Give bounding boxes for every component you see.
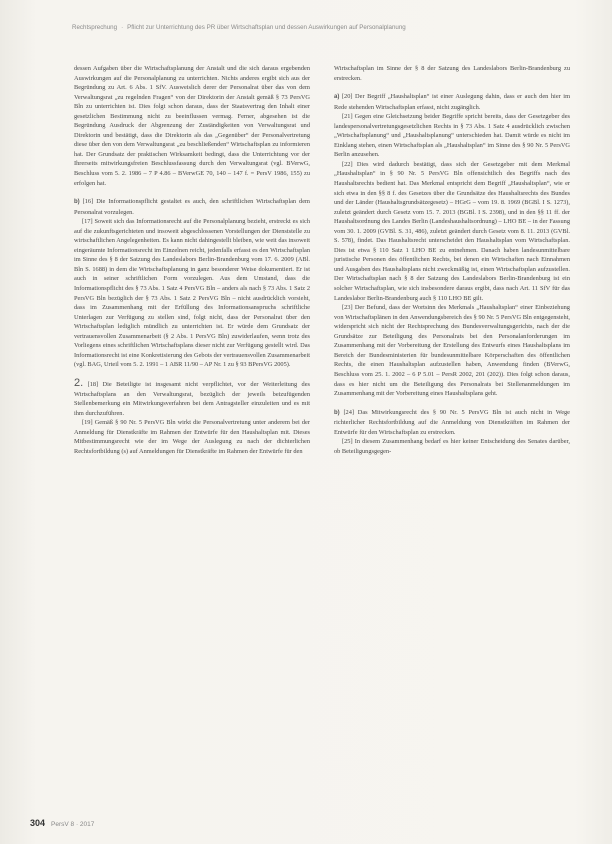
section-marker: b) (334, 409, 340, 416)
paragraph-gap (334, 83, 570, 92)
paragraph-number: [21] (342, 113, 353, 121)
paragraph (74, 197, 310, 217)
paragraph (334, 437, 570, 456)
paragraph (74, 64, 310, 188)
section-marker: a) (334, 94, 340, 101)
left-text-column (74, 64, 310, 456)
paragraph-text: Soweit sich das Informationsrecht auf die Personalplanung bezieht, erstreckt es sich auf die zukunftsgerichteten und insoweit abgeschlossenen Vorstellungen der Dienststelle zu wirtschaftlichen Angelegenheiten. Es kann nicht dahingestellt bleiben, wie weit das insoweit eingeräumte Informationsrecht im Einzelnen reicht, jedenfalls erfasst es den Wirtschaftsplan im Sinne des § 8 der Satzung des Landeslabors Berlin-Brandenburg vom 17. 6. 2009 (ABl. Bln S. 1688) in dem die Wirtschaftsplanung in ganz besonderer Weise dokumentiert. Er ist auch in seiner schriftlichen Form vorzulegen. Aus dem Umstand, dass die Informationspflicht des § 73 Abs. 1 Satz 4 PersVG Bln – anders als nach § 73 Abs. 1 Satz 2 PersVG Bln bezüglich der § 73 Abs. 1 Satz 2 PersVG Bln – nicht ausdrücklich vorsieht, dass im Zusammenhang mit der Erfüllung des Informationsanspruchs schriftliche Unterlagen zur Verfügung zu stellen sind, folgt nicht, dass der Personalrat über den Wirtschaftsplan lediglich mündlich zu unterrichten ist. Er würde dem Grundsatz der vertrauensvollen Zusammenarbeit (§ 2 Abs. 1 PersVG Bln) zuwiderlaufen, wenn trotz des Vorliegens eines schriftlichen Wirtschaftsplans dieser nicht zur Verfügung gestellt wird. Das Informationsrecht ist eine Konkretisierung des Gebots der vertrauensvollen Zusammenarbeit (vgl. BAG, Urteil vom 5. 2. 1991 – 1 ABR 11/90 – AP Nr. 1 zu § 93 BPersVG 2005). (74, 218, 311, 369)
header-title: Pflicht zur Unterrichtung des PR über Wirtschaftsplan und dessen Auswirkungen auf Personalplanung (127, 24, 406, 31)
paragraph-text: Der Begriff „Haushaltsplan“ ist einer Auslegung dahin, dass er auch den hier im Rede stehenden Wirtschaftsplan erfasst, nicht zugänglich. (334, 93, 570, 111)
paragraph (334, 408, 570, 438)
section-marker: 2. (74, 376, 84, 389)
running-header: Rechtsprechung · Pflicht zur Unterrichtung des PR über Wirtschaftsplan und dessen Auswirkungen auf Personalplanung (72, 24, 406, 31)
paragraph (74, 418, 310, 456)
paragraph-text: Gegen eine Gleichsetzung beider Begriffe spricht bereits, dass der Gesetzgeber des landespersonalvertretungsgesetzlichen Rechts in § 73 Abs. 1 Satz 4 ausdrücklich zwischen „Wirtschaftsplanung“ und „Haushaltsplanung“ unterschieden hat. Damit würde es nicht im Einklang stehen, einen Wirtschaftsplan als „Haushaltsplan“ im Sinne des § 90 Nr. 5 PersVG Berlin anzusehen. (334, 113, 570, 159)
paragraph (74, 217, 310, 370)
paragraph-text: Gemäß § 90 Nr. 5 PersVG Bln wirkt die Personalvertretung unter anderem bei der Anmeldung für Dienstkräfte im Rahmen der Entwürfe für den Haushaltsplan mit. Dieses Mitbestimmungsrecht wie der im Wege der Auslegung zu nach der dichterlichen Rechtsfortbildung (s) auf Anmeldungen für Dienstkräfte im Rahmen der Entwürfe für den (74, 419, 310, 455)
paragraph-text: Das Mitwirkungsrecht des § 90 Nr. 5 PersVG Bln ist auch nicht in Wege richterlicher Rechtsfortbildung auf die Anmeldung von Dienstkräften im Rahmen der Entwürfe für den Wirtschaftsplan zu erstrecken. (334, 408, 570, 436)
paragraph-text: Wirtschaftsplan im Sinne der § 8 der Satzung des Landeslabors Berlin-Brandenburg zu erstrecken. (334, 65, 570, 82)
right-text-column (334, 64, 570, 456)
paragraph (334, 92, 570, 112)
paragraph-number: [20] (341, 93, 353, 101)
paragraph-text: In diesem Zusammenhang bedarf es hier keiner Entscheidung des Senates darüber, ob Beteiligungsgegen- (334, 438, 570, 455)
paragraph-number: [18] (87, 380, 99, 388)
paragraph (334, 64, 570, 83)
section-marker: b) (74, 199, 80, 206)
paragraph (74, 376, 310, 418)
paragraph-text: Dies wird dadurch bestätigt, dass sich der Gesetzgeber mit dem Merkmal „Haushaltsplan“ in § 90 Nr. 5 PersVG Bln offensichtlich des Begriffs nach des Haushaltsrechts bedient hat. Das Merkmal entspricht dem Begriff „Haushaltsplan“, wie er sich etwa in den §§ 8 f. des Gesetzes über die Grundsätze des Haushaltsrechts des Bundes und der Länder (Haushaltsgrundsätzegesetz) – HGrG – vom 19. 8. 1969 (BGBl. I S. 1273), zuletzt geändert durch Gesetz vom 15. 7. 2013 (BGBl. I S. 2398), und in den §§ 11 ff. der Haushaltsordnung des Landes Berlin (Landeshaushaltsordnung) – LHO BE – in der Fassung vom 30. 1. 2009 (GVBl. S. 31, 486), zuletzt geändert durch Gesetz vom 8. 11. 2013 (GVBl. S. 578), findet. Das Haushaltsrecht unterscheidet den Haushaltsplan vom Wirtschaftsplan. Dies ist etwa § 110 Satz 1 LHO BE zu entnehmen. Danach haben landesunmittelbare juristische Personen des öffentlichen Rechts, bei denen ein Wirtschaften nach Einnahmen und Ausgaben des Haushaltsplans nicht zweckmäßig ist, einen Wirtschaftsplan aufzustellen. Der Wirtschaftsplan nach § 8 der Satzung des Landeslabors Berlin-Brandenburg ist ein solcher Wirtschaftsplan, wie sich insbesondere daraus ergibt, dass nach Art. 11 SfV für das Landeslabor Berlin-Brandenburg auch § 110 LHO BE gilt. (334, 160, 570, 302)
journal-issue: PersV 8 · 2017 (51, 821, 95, 828)
paragraph-number: [19] (82, 419, 93, 427)
paragraph-gap (74, 188, 310, 197)
paragraph-number: [25] (342, 438, 353, 446)
paragraph-number: [16] (82, 198, 94, 206)
paragraph (334, 160, 570, 303)
paragraph-number: [24] (343, 408, 355, 416)
paragraph (334, 112, 570, 160)
paragraph-text: dessen Aufgaben über die Wirtschaftsplanung der Anstalt und die sich daraus ergebenden Auswirkungen auf die Personalplanung zu unterrichten. Nichts anderes ergibt sich aus der Begründung zu Art. 6 Abs. 1 SfV. Ausweislich derer der Personalrat über das von dem Verwaltungsrat „zu regelnden Fragen“ von der Direktorin der Anstalt gemäß § 73 PersVG Bln zu unterrichten ist. Dies folgt schon daraus, dass der Staatsvertrag den Inhalt einer gesetzlichen Bestimmung nicht zu beeinflussen vermag. Ferner, abgesehen ist die Begründung Ausdruck der Abgrenzung der Zuständigkeiten von Verwaltungsrat und Direktorin und bestätigt, dass die Direktorin als das „Gegenüber“ der Personalvertretung diese über den von dem Verwaltungsrat „zu beschließenden“ Wirtschaftsplan zu informieren hat. Der Grundsatz der praktischen Wirksamkeit bedingt, dass die Unterrichtung vor der Ihrerseits mitwirkungsfreien Beschlussfassung durch den Verwaltungsrat (vgl. BVerwG, Beschluss vom 5. 2. 1986 – 7 P 4.86 – BVerwGE 70, 140 – 147 f. = PersV 1986, 155) zu erfolgen hat. (74, 65, 310, 187)
header-section: Rechtsprechung (72, 24, 118, 31)
paragraph-text: Die Beteiligte ist insgesamt nicht verpflichtet, vor der Weiterleitung des Wirtschaftsplans an den Verwaltungsrat, bezüglich der jeweils beizufügenden Stellenbemerkung ein Mitwirkungsverfahren bei dem Antragsteller einzuleiten und es mit ihm durchzuführen. (74, 380, 310, 417)
page-number: 304 (30, 818, 46, 828)
page-footer (30, 813, 94, 831)
paragraph-gap (74, 370, 310, 379)
paragraph-number: [23] (342, 304, 353, 312)
paragraph-gap (334, 399, 570, 408)
paragraph-number: [17] (82, 218, 93, 226)
paragraph (334, 303, 570, 398)
paragraph-number: [22] (342, 160, 353, 168)
paragraph-text: Die Informationspflicht gestaltet es auch, den schriftlichen Wirtschaftsplan dem Personalrat vorzulegen. (74, 198, 310, 216)
paragraph-text: Der Befund, dass der Wortsinn des Merkmals „Haushaltsplan“ einer Einbeziehung von Wirtschaftsplänen in den Anwendungsbereich des § 90 Nr. 5 PersVG Bln entgegensteht, widerspricht sich nicht der Rechtsprechung des Bundesverwaltungsgerichts, nach der die Grundsätze zur Beteiligung des Personalrats bei den Personalanforderungen im Zusammenhang mit der Vorbereitung der Erstellung des Entwurfs eines Haushaltsplans im Bereich der Bundesministerien für bundesunmittelbare Körperschaften des öffentlichen Rechts, die einen Haushaltsplan aufzustellen haben, Anwendung finden (BVerwG, Beschluss vom 25. 1. 2002 – 6 P 5.01 – PersR 2002, 201 (202)). Dies folgt schon daraus, dass es hier nicht um die Beteiligung des Personalrats bei Stellenanmeldungen im Zusammenhang mit der Vorbereitung eines Haushaltsplans geht. (334, 304, 570, 398)
